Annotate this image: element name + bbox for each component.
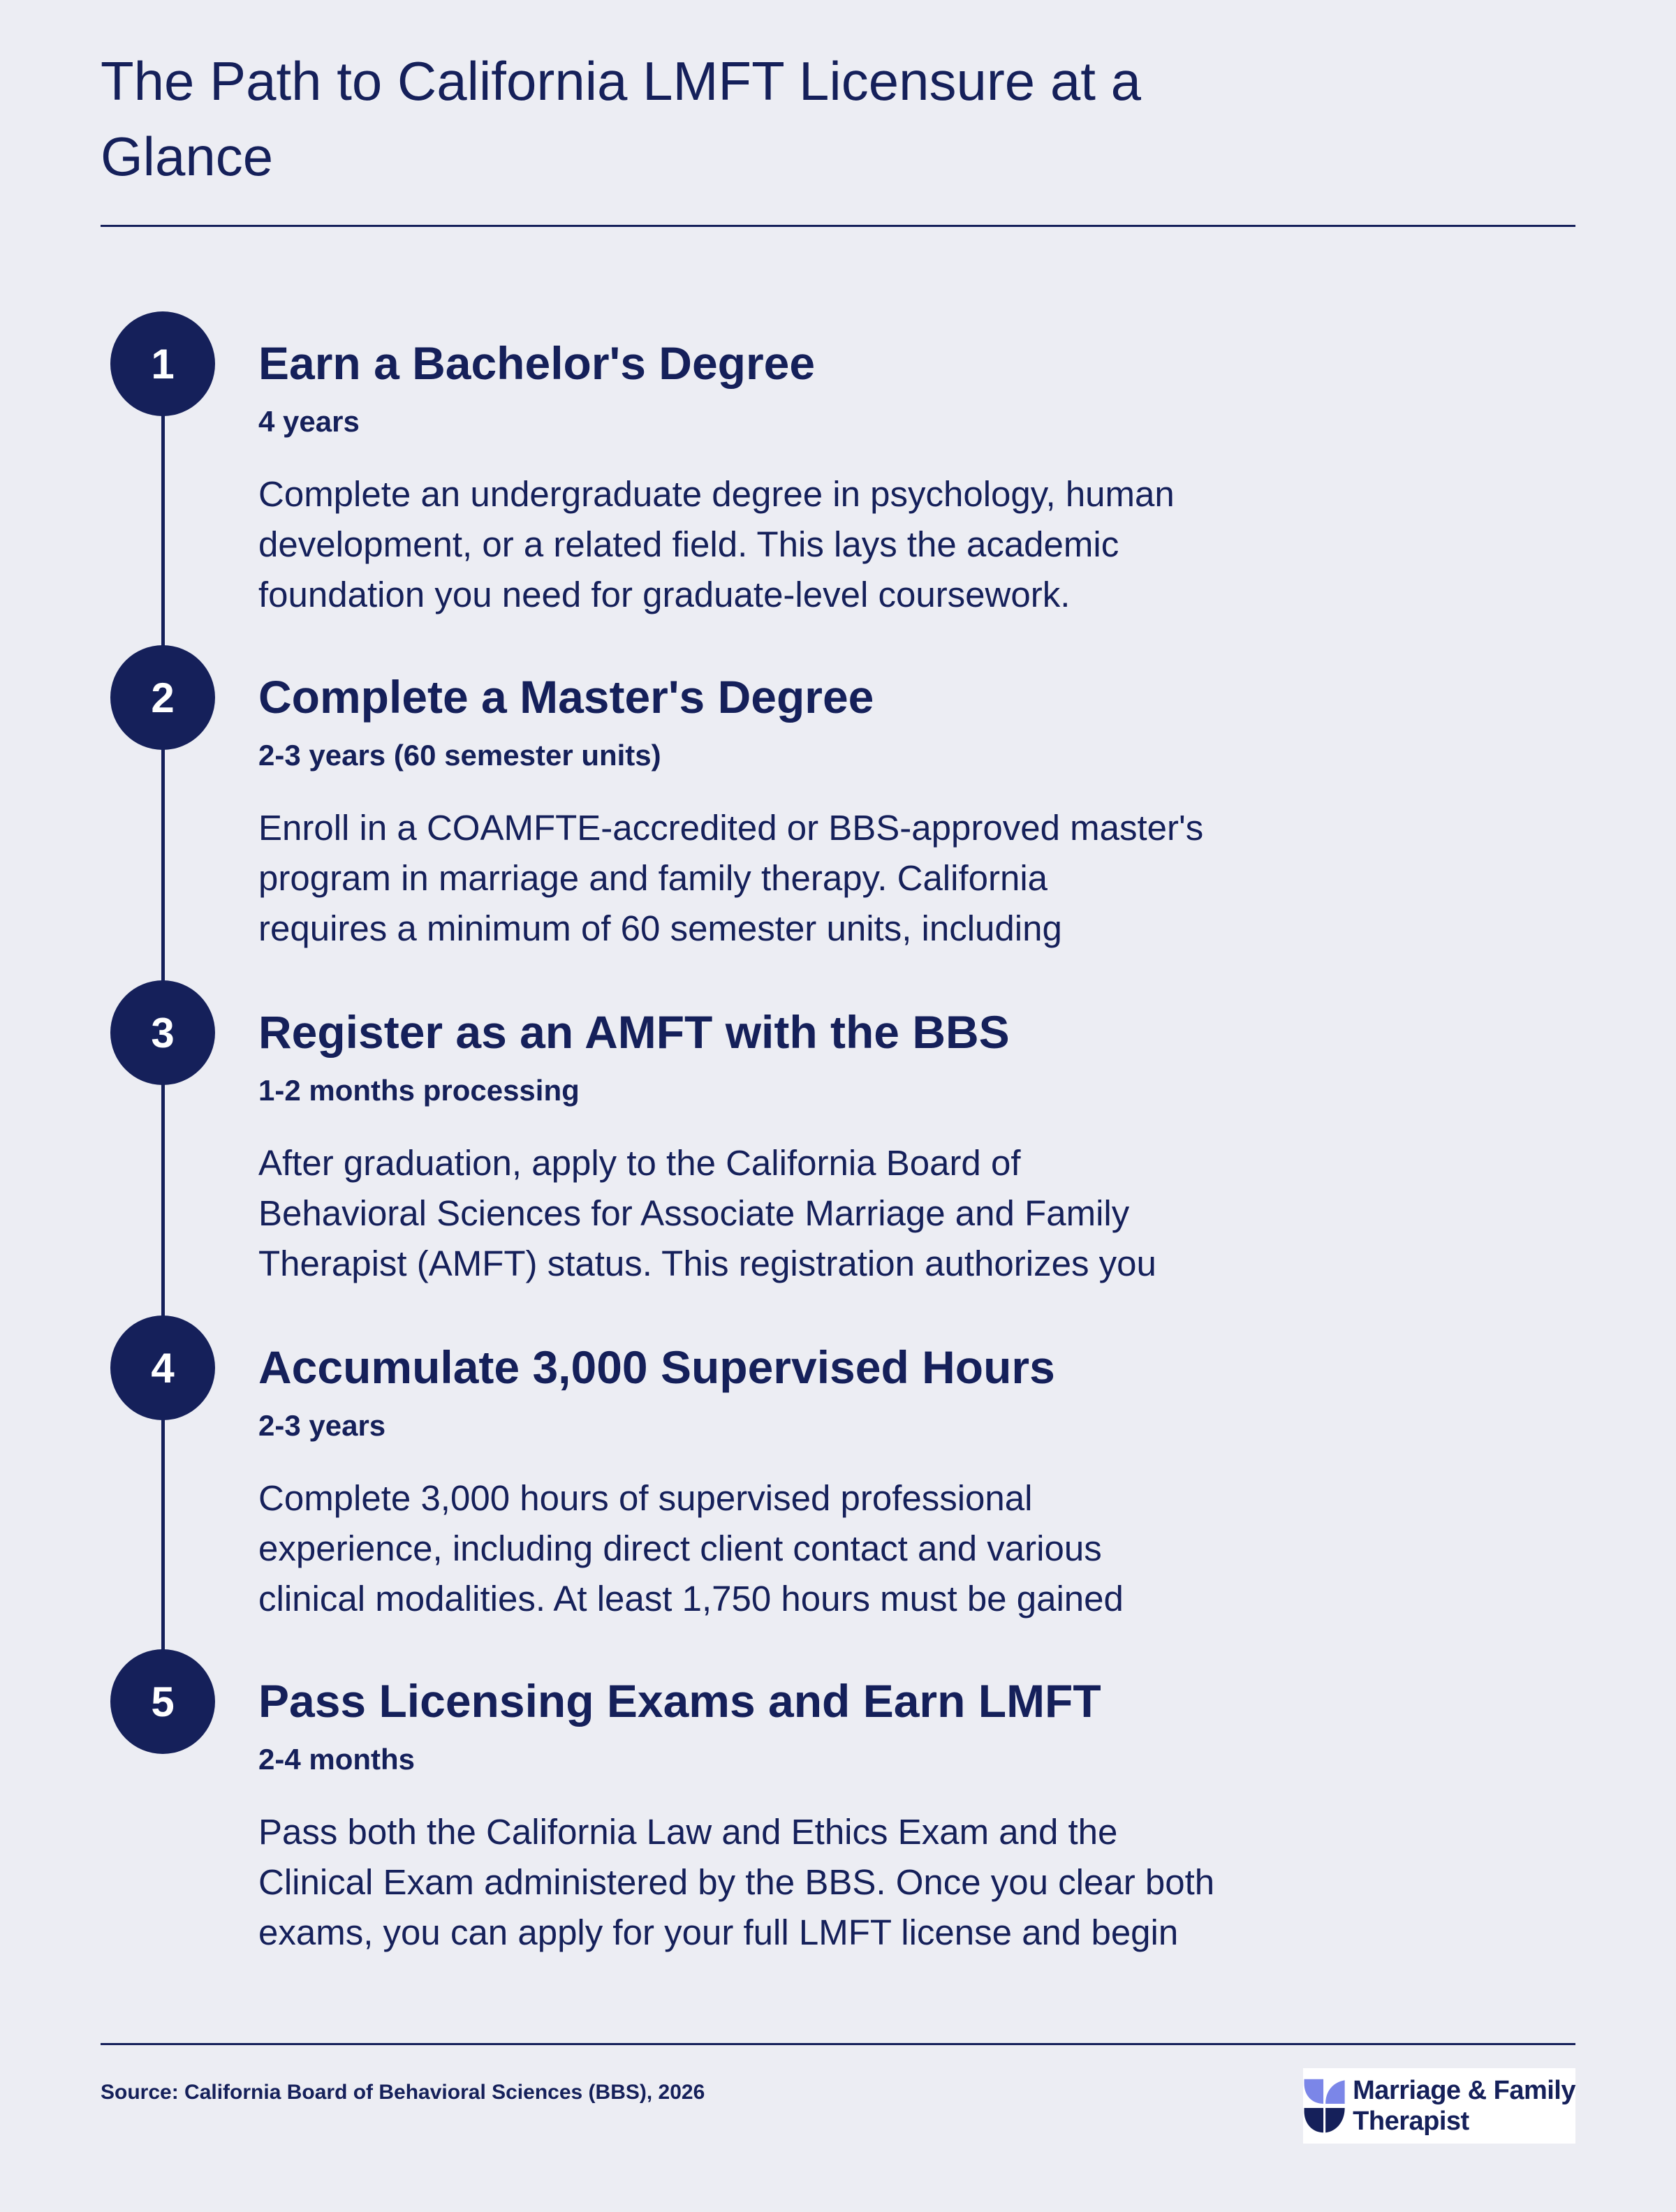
step-description-line: foundation you need for graduate-level coursework.	[258, 575, 1071, 614]
step-description-line: Clinical Exam administered by the BBS. Once you clear both	[258, 1862, 1215, 1902]
logo-line-2: Therapist	[1353, 2107, 1469, 2136]
step-description-line: requires a minimum of 60 semester units, including	[258, 908, 1062, 948]
step-title: Earn a Bachelor's Degree	[258, 337, 816, 389]
step-description-line: Therapist (AMFT) status. This registration authorizes you	[258, 1244, 1156, 1283]
four-petal-logo-icon	[1303, 2070, 1346, 2142]
step-duration: 4 years	[258, 405, 360, 438]
step-number-badge: 5	[110, 1649, 215, 1754]
logo-line-1: Marriage & Family	[1353, 2076, 1575, 2105]
logo-wordmark	[1353, 2075, 1575, 2137]
step-description-line: Complete 3,000 hours of supervised professional	[258, 1478, 1033, 1518]
step-description-line: Enroll in a COAMFTE-accredited or BBS-approved master's	[258, 808, 1204, 848]
step-description-line: experience, including direct client contact and various	[258, 1528, 1102, 1568]
step-duration: 2-3 years	[258, 1409, 386, 1442]
step-description	[258, 803, 1348, 954]
step-title: Complete a Master's Degree	[258, 671, 874, 723]
step-description-line: After graduation, apply to the California Board of	[258, 1143, 1021, 1183]
step-duration: 2-3 years (60 semester units)	[258, 739, 661, 772]
step-description-line: Pass both the California Law and Ethics Exam and the	[258, 1812, 1118, 1852]
footer-divider	[101, 2043, 1575, 2045]
step-description-line: development, or a related field. This lays the academic	[258, 524, 1119, 564]
step-number-badge: 1	[110, 311, 215, 416]
step-description	[258, 1138, 1348, 1289]
step-description-line: Behavioral Sciences for Associate Marriage and Family	[258, 1193, 1130, 1233]
source-citation: Source: California Board of Behavioral Sciences (BBS), 2026	[101, 2081, 705, 2104]
step-description-line: Complete an undergraduate degree in psychology, human	[258, 474, 1175, 514]
step-description	[258, 1473, 1348, 1624]
step-description	[258, 469, 1348, 620]
step-number-badge: 2	[110, 645, 215, 750]
step-description-line: exams, you can apply for your full LMFT license and begin	[258, 1912, 1179, 1952]
step-description-line: clinical modalities. At least 1,750 hours must be gained	[258, 1579, 1124, 1619]
header-divider	[101, 225, 1575, 227]
step-title: Accumulate 3,000 Supervised Hours	[258, 1341, 1055, 1393]
step-description-line: program in marriage and family therapy. California	[258, 858, 1048, 898]
step-number-badge: 3	[110, 980, 215, 1085]
brand-logo	[1303, 2068, 1575, 2144]
step-duration: 2-4 months	[258, 1743, 416, 1776]
step-title: Register as an AMFT with the BBS	[258, 1006, 1010, 1058]
page-title: The Path to California LMFT Licensure at a Glance	[101, 50, 1141, 187]
step-title: Pass Licensing Exams and Earn LMFT	[258, 1675, 1101, 1727]
step-number-badge: 4	[110, 1315, 215, 1420]
step-duration: 1-2 months processing	[258, 1074, 580, 1107]
step-description	[258, 1807, 1348, 1958]
